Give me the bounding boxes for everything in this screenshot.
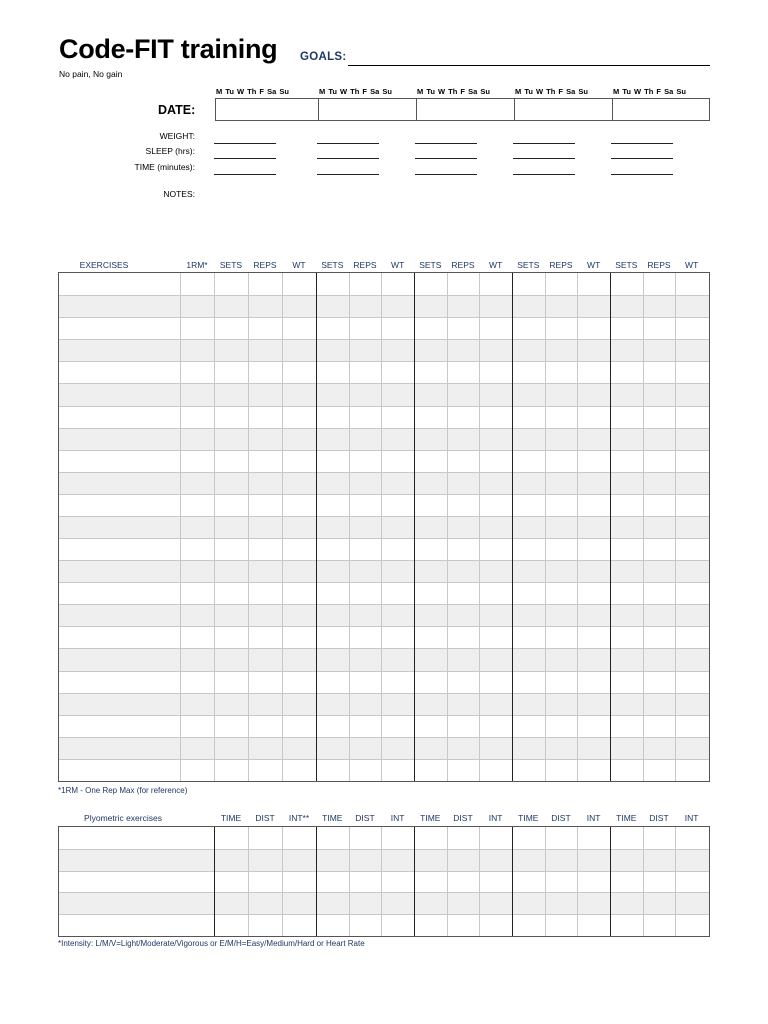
table-row[interactable] [59, 671, 709, 693]
plyo-d2-int-header: INT [390, 813, 405, 823]
date-label: DATE: [158, 103, 196, 117]
field-line-r1-d5[interactable] [611, 143, 673, 144]
rm-col-header: 1RM* [186, 260, 208, 270]
column-divider [675, 827, 676, 936]
ex-d4-reps-header: REPS [549, 260, 573, 270]
date-box-5[interactable] [612, 99, 709, 120]
time-label: TIME (minutes): [134, 162, 195, 172]
exercises-col-header: EXERCISES [79, 260, 129, 270]
plyo-d5-int-header: INT [684, 813, 699, 823]
field-line-r2-d3[interactable] [415, 158, 477, 159]
rm-footnote: *1RM - One Rep Max (for reference) [58, 786, 188, 795]
column-divider [316, 827, 317, 936]
field-line-r2-d1[interactable] [214, 158, 276, 159]
ex-d5-reps-header: REPS [647, 260, 671, 270]
field-line-r3-d3[interactable] [415, 174, 477, 175]
column-divider [248, 827, 249, 936]
day-labels-3: M Tu W Th F Sa Su [417, 87, 490, 96]
ex-d4-wt-header: WT [587, 260, 601, 270]
table-row[interactable] [59, 648, 709, 670]
plyo-d4-int-header: INT [586, 813, 601, 823]
field-line-r1-d3[interactable] [415, 143, 477, 144]
intensity-footnote: *Intensity: L/M/V=Light/Moderate/Vigorous or E/M/H=Easy/Medium/Hard or Heart Rate [58, 939, 365, 948]
date-box-2[interactable] [318, 99, 416, 120]
plyo-d1-time-header: TIME [220, 813, 242, 823]
column-divider [414, 827, 415, 936]
table-row[interactable] [59, 759, 709, 781]
ex-d5-wt-header: WT [685, 260, 699, 270]
ex-d4-sets-header: SETS [517, 260, 540, 270]
plyo-d1-int-header: INT** [288, 813, 310, 823]
table-row[interactable] [59, 428, 709, 450]
table-row[interactable] [59, 295, 709, 317]
column-divider [248, 273, 249, 781]
ex-d3-wt-header: WT [489, 260, 503, 270]
column-divider [316, 273, 317, 781]
table-row[interactable] [59, 494, 709, 516]
column-divider [643, 827, 644, 936]
table-row[interactable] [59, 361, 709, 383]
table-row[interactable] [59, 450, 709, 472]
field-line-r3-d4[interactable] [513, 174, 575, 175]
table-row[interactable] [59, 737, 709, 759]
column-divider [675, 273, 676, 781]
column-divider [349, 827, 350, 936]
field-line-r1-d4[interactable] [513, 143, 575, 144]
column-divider [282, 827, 283, 936]
column-divider [643, 273, 644, 781]
plyo-d2-time-header: TIME [322, 813, 343, 823]
plyo-d5-dist-header: DIST [649, 813, 669, 823]
column-divider [545, 273, 546, 781]
column-divider [545, 827, 546, 936]
table-row[interactable] [59, 582, 709, 604]
ex-d1-sets-header: SETS [219, 260, 243, 270]
goals-label: GOALS: [300, 51, 347, 63]
table-row[interactable] [59, 538, 709, 560]
column-divider [381, 273, 382, 781]
day-labels-4: M Tu W Th F Sa Su [515, 87, 588, 96]
column-divider [447, 273, 448, 781]
column-divider [381, 827, 382, 936]
ex-d2-wt-header: WT [391, 260, 405, 270]
field-line-r2-d2[interactable] [317, 158, 379, 159]
ex-d3-sets-header: SETS [419, 260, 442, 270]
column-divider [479, 827, 480, 936]
column-divider [512, 273, 513, 781]
weight-label: WEIGHT: [159, 131, 195, 141]
column-divider [447, 827, 448, 936]
field-line-r3-d5[interactable] [611, 174, 673, 175]
column-divider [479, 273, 480, 781]
table-row[interactable] [59, 892, 709, 914]
ex-d5-sets-header: SETS [615, 260, 638, 270]
page-title: Code-FIT training [59, 34, 278, 64]
plyo-d2-dist-header: DIST [355, 813, 375, 823]
column-divider [577, 827, 578, 936]
table-row[interactable] [59, 406, 709, 428]
table-row[interactable] [59, 560, 709, 582]
field-line-r3-d2[interactable] [317, 174, 379, 175]
column-divider [610, 827, 611, 936]
column-divider [349, 273, 350, 781]
field-line-r2-d4[interactable] [513, 158, 575, 159]
table-row[interactable] [59, 827, 709, 849]
column-divider [214, 827, 215, 936]
field-line-r1-d1[interactable] [214, 143, 276, 144]
field-line-r1-d2[interactable] [317, 143, 379, 144]
ex-d3-reps-header: REPS [451, 260, 475, 270]
date-box-4[interactable] [514, 99, 612, 120]
column-divider [180, 273, 181, 781]
plyo-d4-time-header: TIME [518, 813, 539, 823]
ex-d1-reps-header: REPS [253, 260, 277, 270]
plyo-d5-time-header: TIME [616, 813, 637, 823]
table-row[interactable] [59, 871, 709, 893]
plyo-col-header: Plyometric exercises [84, 813, 162, 823]
table-row[interactable] [59, 715, 709, 737]
table-row[interactable] [59, 604, 709, 626]
plyo-d1-dist-header: DIST [255, 813, 275, 823]
table-row[interactable] [59, 516, 709, 538]
table-row[interactable] [59, 693, 709, 715]
exercise-table [58, 272, 710, 782]
ex-d1-wt-header: WT [292, 260, 306, 270]
plyo-d3-int-header: INT [488, 813, 503, 823]
table-row[interactable] [59, 849, 709, 871]
column-divider [414, 273, 415, 781]
day-labels-1: M Tu W Th F Sa Su [216, 87, 289, 96]
plyo-d3-dist-header: DIST [453, 813, 473, 823]
table-row[interactable] [59, 626, 709, 648]
day-labels-5: M Tu W Th F Sa Su [613, 87, 686, 96]
table-row[interactable] [59, 383, 709, 405]
ex-d2-sets-header: SETS [321, 260, 344, 270]
plyo-d3-time-header: TIME [420, 813, 441, 823]
notes-label: NOTES: [163, 189, 195, 199]
tagline: No pain, No gain [59, 69, 123, 79]
column-divider [282, 273, 283, 781]
date-box-1[interactable] [216, 99, 318, 120]
field-line-r2-d5[interactable] [611, 158, 673, 159]
table-row[interactable] [59, 472, 709, 494]
date-box-3[interactable] [416, 99, 514, 120]
field-line-r3-d1[interactable] [214, 174, 276, 175]
day-labels-2: M Tu W Th F Sa Su [319, 87, 392, 96]
table-row[interactable] [59, 317, 709, 339]
table-row[interactable] [59, 273, 709, 295]
column-divider [610, 273, 611, 781]
date-boxes [215, 98, 710, 121]
sleep-label: SLEEP (hrs): [145, 146, 195, 156]
table-row[interactable] [59, 339, 709, 361]
goals-input-line[interactable] [348, 65, 710, 66]
column-divider [214, 273, 215, 781]
column-divider [577, 273, 578, 781]
plyo-d4-dist-header: DIST [551, 813, 571, 823]
plyo-table [58, 826, 710, 937]
table-row[interactable] [59, 914, 709, 936]
ex-d2-reps-header: REPS [353, 260, 377, 270]
column-divider [512, 827, 513, 936]
